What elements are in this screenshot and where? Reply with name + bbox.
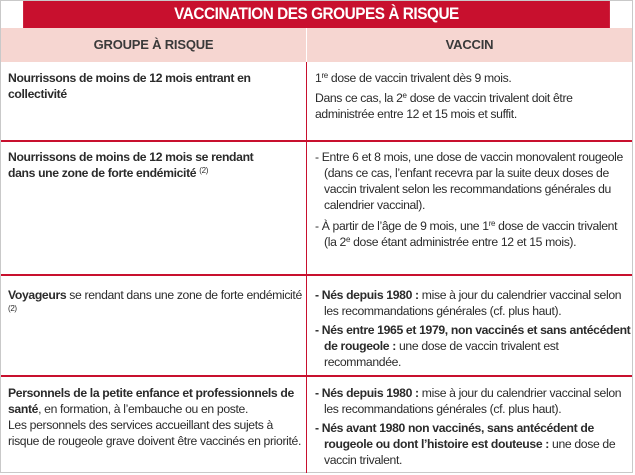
- row-3-group: [2, 287, 305, 319]
- row-2-vaccine-bullet-2: - À partir de l’âge de 9 mois, une 1re dose de vaccin trivalent (la 2e dose étant administrée entre 12 et 15 mois).: [315, 219, 618, 249]
- column-divider: [306, 62, 307, 473]
- footnote-ref: (2): [199, 166, 209, 175]
- column-header-group: GROUPE À RISQUE: [1, 28, 307, 62]
- footnote-ref: (2): [8, 304, 17, 313]
- row-3-vaccine-bullet-2: - Nés entre 1965 et 1979, non vaccinés et sans antécédent de rougeole : une dose de vaccin trivalent est recommandée.: [315, 323, 631, 369]
- row-1-group-label: Nourrissons de moins de 12 mois entrant en collectivité: [8, 71, 251, 101]
- row-3-group-label: Voyageurs se rendant dans une zone de forte endémicité $^{(2)}$: [8, 288, 302, 313]
- column-header-vaccine: VACCIN: [307, 28, 632, 62]
- row-2-vaccine: [308, 149, 631, 250]
- row-1-vaccine-line-2: Dans ce cas, la 2e dose de vaccin trivalent doit être administrée entre 12 et 15 mois et suffit.: [315, 91, 573, 121]
- row-4-vaccine: [308, 385, 631, 468]
- row-4-vaccine-bullet-1: - Nés depuis 1980 : mise à jour du calendrier vaccinal selon les recommandations générales (cf. plus haut).: [315, 386, 622, 416]
- row-4-group: [2, 385, 305, 449]
- row-3-vaccine: [308, 287, 631, 370]
- row-2-group-label-a: Nourrissons de moins de 12 mois se rendant: [8, 150, 254, 164]
- row-4-group-label: Personnels de la petite enfance et professionnels de santé, en formation, à l’embauche ou en poste.: [8, 386, 294, 416]
- row-divider: [1, 274, 632, 276]
- row-divider: [1, 140, 632, 142]
- row-3-vaccine-bullet-1: - Nés depuis 1980 : mise à jour du calendrier vaccinal selon les recommandations générales (cf. plus haut).: [315, 288, 622, 318]
- row-1-vaccine: [308, 70, 631, 122]
- table-title: VACCINATION DES GROUPES À RISQUE: [23, 1, 610, 28]
- row-2-group: [2, 149, 305, 181]
- row-1-group: [2, 70, 305, 102]
- row-2-group-label-b: dans une zone de forte endémicité $^{(2)}$: [8, 166, 209, 180]
- row-4-group-note: Les personnels des services accueillant des sujets à risque de rougeole grave doivent être vaccinés en priorité.: [8, 418, 302, 448]
- row-2-vaccine-bullet-1: - Entre 6 et 8 mois, une dose de vaccin monovalent rougeole (dans ce cas, l’enfant recevra par la suite deux doses de vaccin trivalent selon les recommandations générales du calendrier vaccinal).: [315, 150, 623, 212]
- row-1-vaccine-line-1: 1re dose de vaccin trivalent dès 9 mois.: [315, 71, 512, 85]
- row-4-vaccine-bullet-2: - Nés avant 1980 non vaccinés, sans antécédent de rougeole ou dont l’histoire est douteuse : une dose de vaccin trivalent.: [315, 421, 616, 467]
- row-divider: [1, 375, 632, 377]
